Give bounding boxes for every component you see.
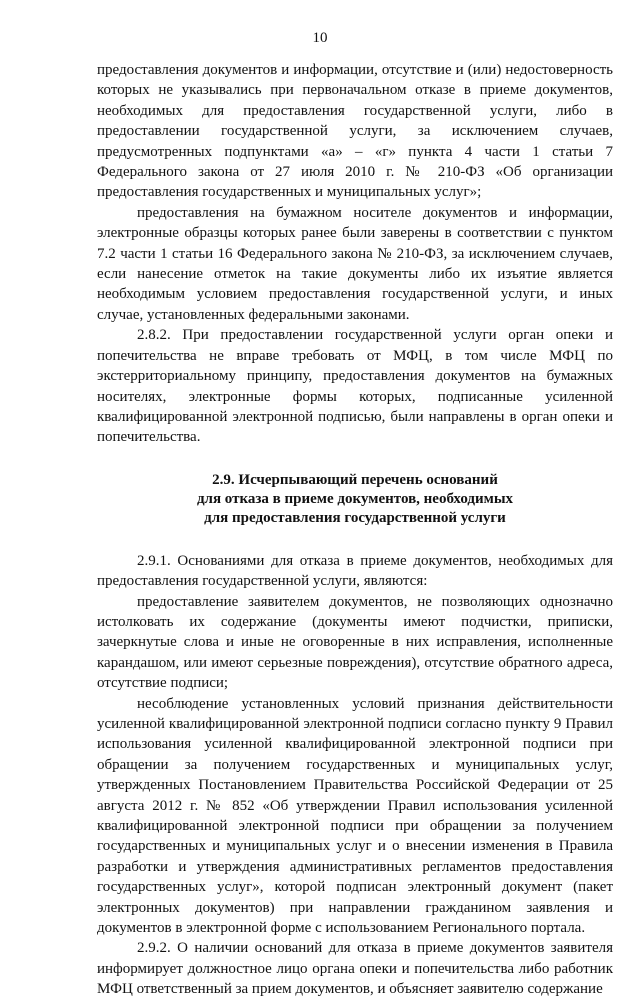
paragraph-electronic-samples: предоставления на бумажном носителе документов и информации, электронные образцы которых ранее были заверены в соответствии с пунктом 7.2 части 1 статьи 16 Федерального закона № 210-ФЗ, за исключением случаев, если нанесение отметок на такие документы либо их изъятие является необходимым условием предоставления государственной услуги, и иных случае, установленных федеральными законами. bbox=[97, 204, 613, 323]
paragraph-documents-ambiguous: предоставление заявителем документов, не позволяющих однозначно истолковать их содержание (документы имеют подчистки, приписки, зачеркнутые слова и иные не оговоренные в них исправления, исполненные карандашом, или имеют серьезные повреждения), отсутствие обратного адреса, отсутствие подписи; bbox=[97, 593, 613, 692]
paragraph-continuation: предоставления документов и информации, отсутствие и (или) недостоверность которых не указывались при первоначальном отказе в приеме документов, необходимых для предоставления государственной услуги, либо в предоставлении государственной услуги, за исключением случаев, предусмотренных подпунктами «а» – «г» пункта 4 части 1 статьи 7 Федерального закона от 27 июля 2010 г. № 210-ФЗ «Об организации предоставления государственных и муниципальных услуг»; bbox=[97, 62, 613, 201]
paragraph-2-9-2: 2.9.2. О наличии оснований для отказа в приеме документов заявителя информирует должностное лицо органа опеки и попечительства либо работник МФЦ ответственный за прием документов, и объясняет заявителю содержание bbox=[97, 940, 613, 998]
paragraph-signature-validity: несоблюдение установленных условий признания действительности усиленной квалифицированной электронной подписи согласно пункту 9 Правил использования усиленной квалифицированной электронной подписи при обращении за получением государственных и муниципальных услуг, утвержденных Постановлением Правительства Российской Федерации от 25 августа 2012 г. № 852 «Об утверждении Правил использования усиленной квалифицированной электронной подписи при обращении за получением государственных и муниципальных услуг и о внесении изменения в Правила разработки и утверждения административных регламентов предоставления государственных услуг», которой подписан электронный документ (пакет электронных документов) при направлении гражданином заявления и документов в электронной форме с использованием Регионального портала. bbox=[97, 695, 613, 937]
section-heading-line: для предоставления государственной услуги bbox=[204, 509, 506, 526]
page-number: 10 bbox=[312, 30, 328, 46]
paragraph-2-8-2: 2.8.2. При предоставлении государственной услуги орган опеки и попечительства не вправе требовать от МФЦ, в том числе МФЦ по экстерриториальному принципу, предоставления документов на бумажных носителях, электронные формы которых, подписанные усиленной квалифицированной электронной подписью, были направлены в орган опеки и попечительства. bbox=[97, 327, 613, 446]
section-heading-2-9 bbox=[97, 471, 613, 528]
section-heading-line: для отказа в приеме документов, необходимых bbox=[196, 490, 514, 507]
section-heading-line: 2.9. Исчерпывающий перечень оснований bbox=[212, 471, 498, 488]
paragraph-2-9-1: 2.9.1. Основаниями для отказа в приеме документов, необходимых для предоставления государственной услуги, являются: bbox=[97, 552, 613, 590]
document-body bbox=[97, 60, 613, 1000]
